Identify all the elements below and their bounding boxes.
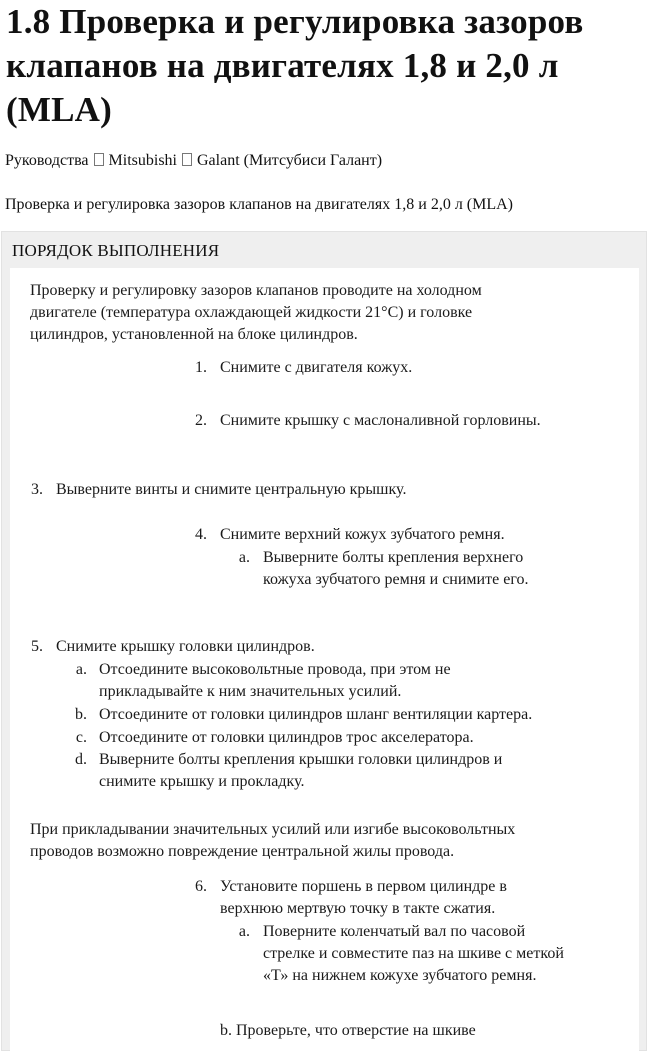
substep-text: снимите крышку и прокладку.	[99, 773, 305, 790]
substep-letter: d.	[75, 751, 87, 768]
step-number: 6.	[195, 878, 207, 895]
breadcrumb-current: Galant (Митсубиси Галант)	[197, 152, 383, 169]
breadcrumb	[5, 151, 382, 171]
warning-note-line: При прикладывании значительных усилий или изгибе высоковольтных	[30, 821, 516, 838]
substep-text: кожуха зубчатого ремня и снимите его.	[263, 571, 529, 588]
substep-text: Отсоедините высоковольтные провода, при этом не	[99, 661, 451, 678]
step-text: Снимите верхний кожух зубчатого ремня.	[220, 526, 505, 543]
substep-letter: c.	[75, 729, 87, 746]
step-number: 5.	[31, 638, 43, 655]
step-number: 4.	[195, 526, 207, 543]
substep-text: b. Проверьте, что отверстие на шкиве	[220, 1022, 476, 1039]
substep-text: прикладывайте к ним значительных усилий.	[99, 683, 402, 700]
breadcrumb-separator-icon	[94, 153, 104, 166]
procedure-header: ПОРЯДОК ВЫПОЛНЕНИЯ	[12, 241, 220, 260]
intro-line: Проверку и регулировку зазоров клапанов проводите на холодном	[30, 282, 482, 299]
step-number: 1.	[195, 359, 207, 376]
breadcrumb-link-manuals[interactable]: Руководства	[5, 152, 89, 169]
step-text: Выверните винты и снимите центральную крышку.	[56, 481, 407, 498]
step-number: 2.	[195, 412, 207, 429]
substep-text: «Т» на нижнем кожухе зубчатого ремня.	[263, 967, 537, 984]
substep-text: Поверните коленчатый вал по часовой	[263, 923, 526, 940]
step-text: верхнюю мертвую точку в такте сжатия.	[220, 900, 496, 917]
substep-letter: a.	[238, 549, 250, 566]
page-title: 1.8 Проверка и регулировка зазоров клапанов на двигателях 1,8 и 2,0 л (MLA)	[6, 2, 584, 129]
substep-letter: a.	[75, 661, 87, 678]
substep-text: стрелке и совместите паз на шкиве с меткой	[263, 945, 564, 962]
substep-text: Выверните болты крепления верхнего	[263, 549, 524, 566]
substep-letter: a.	[238, 923, 250, 940]
substep-text: Отсоедините от головки цилиндров трос акселератора.	[99, 729, 474, 746]
intro-line: цилиндров, установленной на блоке цилиндров.	[30, 326, 358, 343]
breadcrumb-separator-icon	[182, 153, 192, 166]
procedure-panel	[1, 231, 647, 1051]
step-number: 3.	[31, 481, 43, 498]
breadcrumb-link-mitsubishi[interactable]: Mitsubishi	[108, 152, 177, 169]
step-text: Установите поршень в первом цилиндре в	[220, 878, 507, 895]
warning-note-line: проводов возможно повреждение центральной жилы провода.	[30, 843, 455, 860]
page-subtitle: Проверка и регулировка зазоров клапанов на двигателях 1,8 и 2,0 л (MLA)	[5, 196, 514, 213]
substep-text: Отсоедините от головки цилиндров шланг вентиляции картера.	[99, 706, 533, 723]
substep-letter: b.	[75, 706, 87, 723]
substep-text: Выверните болты крепления крышки головки цилиндров и	[99, 751, 503, 768]
step-text: Снимите с двигателя кожух.	[220, 359, 413, 376]
scanned-document	[10, 268, 639, 1058]
step-text: Снимите крышку с маслоналивной горловины.	[220, 412, 541, 429]
intro-line: двигателе (температура охлаждающей жидкости 21°С) и головке	[30, 304, 473, 321]
step-text: Снимите крышку головки цилиндров.	[56, 638, 315, 655]
